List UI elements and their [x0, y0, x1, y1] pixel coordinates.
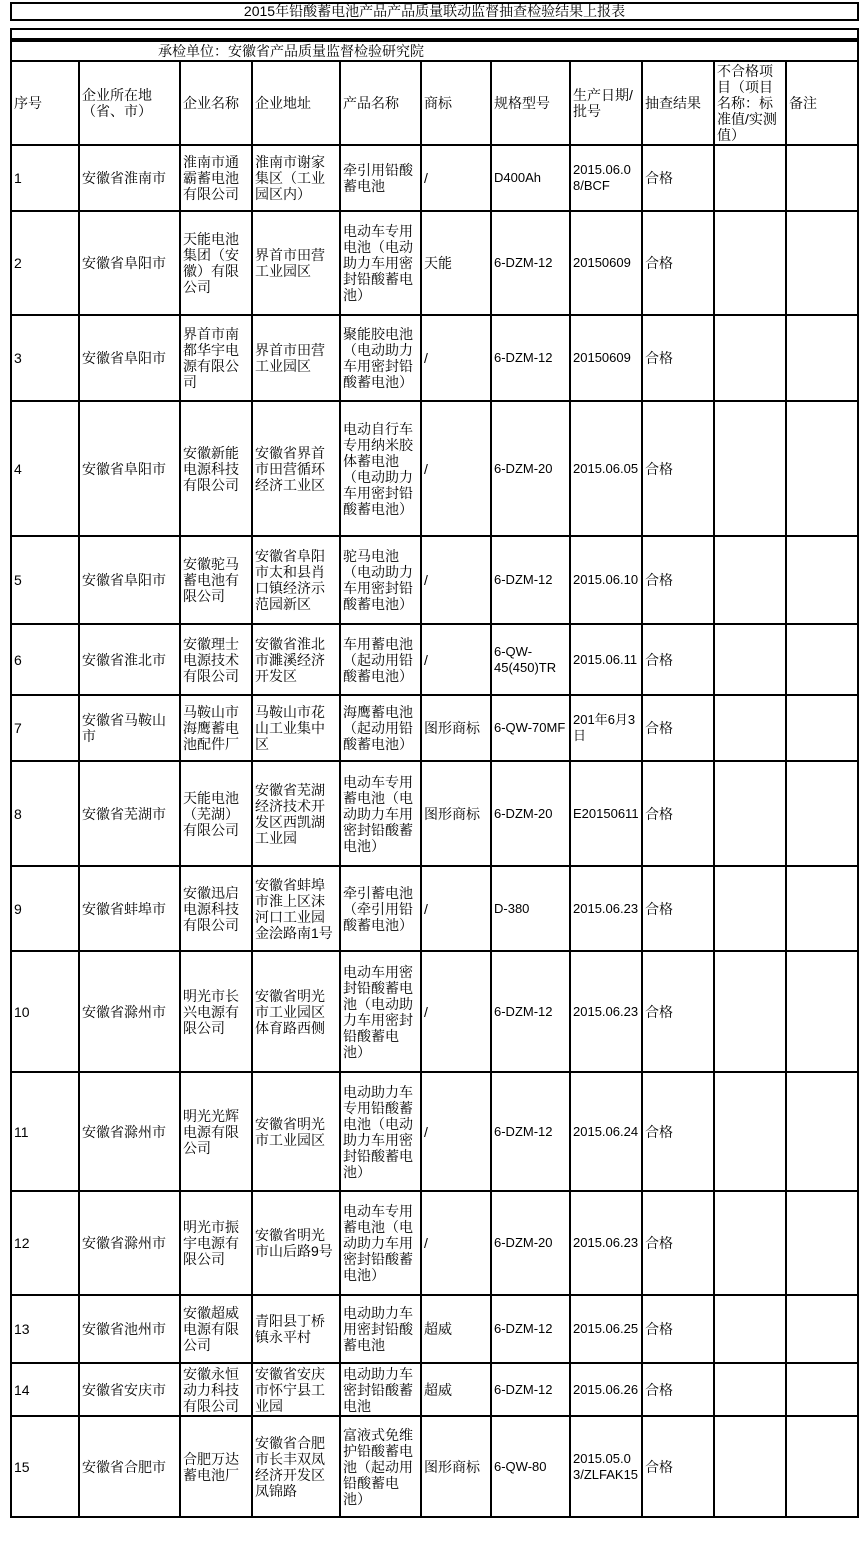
row-gap	[10, 21, 859, 28]
cell-model: 6-DZM-12	[491, 1295, 570, 1363]
cell-address: 安徽省蚌埠市淮上区沫河口工业园金浍路南1号	[252, 866, 340, 951]
cell-company: 安徽理士电源技术有限公司	[180, 624, 252, 695]
cell-location: 安徽省阜阳市	[79, 401, 180, 536]
cell-location: 安徽省阜阳市	[79, 211, 180, 315]
cell-address: 青阳县丁桥镇永平村	[252, 1295, 340, 1363]
cell-address: 安徽省明光市工业园区	[252, 1072, 340, 1191]
cell-location: 安徽省滁州市	[79, 1072, 180, 1191]
cell-remark	[786, 315, 858, 401]
cell-company: 天能电池（芜湖）有限公司	[180, 761, 252, 866]
cell-model: 6-DZM-20	[491, 1191, 570, 1295]
cell-product: 聚能胶电池（电动助力车用密封铅酸蓄电池）	[340, 315, 421, 401]
table-row	[11, 536, 858, 624]
cell-remark	[786, 1072, 858, 1191]
cell-model: 6-DZM-12	[491, 536, 570, 624]
cell-no: 3	[11, 315, 79, 401]
column-header-product: 产品名称	[340, 61, 421, 145]
cell-date: 2015.06.25	[570, 1295, 642, 1363]
cell-company: 安徽超威电源有限公司	[180, 1295, 252, 1363]
cell-location: 安徽省淮北市	[79, 624, 180, 695]
cell-address: 安徽省安庆市怀宁县工业园	[252, 1363, 340, 1416]
cell-defects	[714, 1295, 786, 1363]
cell-address: 安徽省明光市山后路9号	[252, 1191, 340, 1295]
cell-defects	[714, 401, 786, 536]
cell-model: 6-DZM-12	[491, 1072, 570, 1191]
cell-no: 14	[11, 1363, 79, 1416]
cell-result: 合格	[642, 536, 714, 624]
empty-row	[10, 28, 859, 40]
cell-location: 安徽省滁州市	[79, 951, 180, 1072]
cell-brand: 图形商标	[421, 695, 491, 761]
cell-date: 2015.06.24	[570, 1072, 642, 1191]
cell-address: 安徽省合肥市长丰双凤经济开发区凤锦路	[252, 1416, 340, 1517]
cell-result: 合格	[642, 145, 714, 211]
cell-remark	[786, 695, 858, 761]
cell-no: 8	[11, 761, 79, 866]
cell-no: 10	[11, 951, 79, 1072]
inspection-unit-row	[11, 41, 858, 61]
table-row	[11, 401, 858, 536]
cell-date: 2015.06.23	[570, 866, 642, 951]
cell-remark	[786, 401, 858, 536]
cell-result: 合格	[642, 1363, 714, 1416]
cell-date: 2015.06.10	[570, 536, 642, 624]
cell-company: 明光市振宇电源有限公司	[180, 1191, 252, 1295]
cell-address: 马鞍山市花山工业集中区	[252, 695, 340, 761]
table-row	[11, 1363, 858, 1416]
cell-result: 合格	[642, 866, 714, 951]
table-row	[11, 145, 858, 211]
cell-remark	[786, 624, 858, 695]
cell-date: E20150611	[570, 761, 642, 866]
cell-defects	[714, 866, 786, 951]
cell-location: 安徽省淮南市	[79, 145, 180, 211]
cell-defects	[714, 624, 786, 695]
cell-product: 驼马电池（电动助力车用密封铅酸蓄电池）	[340, 536, 421, 624]
cell-defects	[714, 536, 786, 624]
cell-location: 安徽省滁州市	[79, 1191, 180, 1295]
table-row	[11, 315, 858, 401]
cell-location: 安徽省安庆市	[79, 1363, 180, 1416]
column-header-date: 生产日期/批号	[570, 61, 642, 145]
cell-company: 界首市南都华宇电源有限公司	[180, 315, 252, 401]
cell-address: 界首市田营工业园区	[252, 211, 340, 315]
column-header-remark: 备注	[786, 61, 858, 145]
cell-model: 6-DZM-12	[491, 951, 570, 1072]
cell-location: 安徽省蚌埠市	[79, 866, 180, 951]
cell-address: 淮南市谢家集区（工业园区内）	[252, 145, 340, 211]
cell-product: 牵引蓄电池（牵引用铅酸蓄电池）	[340, 866, 421, 951]
cell-model: 6-QW-70MF	[491, 695, 570, 761]
cell-no: 9	[11, 866, 79, 951]
cell-remark	[786, 761, 858, 866]
cell-no: 6	[11, 624, 79, 695]
cell-date: 2015.06.05	[570, 401, 642, 536]
cell-model: 6-DZM-20	[491, 401, 570, 536]
cell-brand: /	[421, 1191, 491, 1295]
cell-result: 合格	[642, 1416, 714, 1517]
cell-remark	[786, 1363, 858, 1416]
cell-address: 安徽省界首市田营循环经济工业区	[252, 401, 340, 536]
cell-product: 海鹰蓄电池（起动用铅酸蓄电池）	[340, 695, 421, 761]
cell-defects	[714, 211, 786, 315]
column-header-company: 企业名称	[180, 61, 252, 145]
cell-brand: /	[421, 536, 491, 624]
cell-address: 界首市田营工业园区	[252, 315, 340, 401]
cell-result: 合格	[642, 1191, 714, 1295]
cell-location: 安徽省马鞍山市	[79, 695, 180, 761]
cell-brand: 图形商标	[421, 761, 491, 866]
cell-model: 6-QW-80	[491, 1416, 570, 1517]
cell-result: 合格	[642, 1072, 714, 1191]
column-header-brand: 商标	[421, 61, 491, 145]
cell-brand: /	[421, 1072, 491, 1191]
cell-result: 合格	[642, 211, 714, 315]
cell-remark	[786, 1191, 858, 1295]
table-row	[11, 1295, 858, 1363]
cell-model: D400Ah	[491, 145, 570, 211]
cell-company: 安徽迅启电源科技有限公司	[180, 866, 252, 951]
table-row	[11, 761, 858, 866]
cell-no: 13	[11, 1295, 79, 1363]
cell-no: 5	[11, 536, 79, 624]
cell-brand: 超威	[421, 1295, 491, 1363]
cell-date: 20150609	[570, 315, 642, 401]
cell-brand: /	[421, 951, 491, 1072]
cell-location: 安徽省阜阳市	[79, 315, 180, 401]
cell-date: 2015.06.11	[570, 624, 642, 695]
cell-defects	[714, 1363, 786, 1416]
column-header-location: 企业所在地（省、市）	[79, 61, 180, 145]
cell-no: 4	[11, 401, 79, 536]
cell-defects	[714, 1072, 786, 1191]
cell-remark	[786, 536, 858, 624]
cell-product: 电动车专用蓄电池（电动助力车用密封铅酸蓄电池）	[340, 1191, 421, 1295]
cell-no: 7	[11, 695, 79, 761]
cell-date: 2015.06.08/BCF	[570, 145, 642, 211]
cell-address: 安徽省明光市工业园区体育路西侧	[252, 951, 340, 1072]
inspection-results-table	[10, 40, 859, 1518]
cell-defects	[714, 1416, 786, 1517]
cell-result: 合格	[642, 761, 714, 866]
cell-no: 15	[11, 1416, 79, 1517]
cell-product: 牵引用铅酸蓄电池	[340, 145, 421, 211]
cell-product: 电动车专用电池（电动助力车用密封铅酸蓄电池）	[340, 211, 421, 315]
cell-company: 天能电池集团（安徽）有限公司	[180, 211, 252, 315]
cell-brand: /	[421, 624, 491, 695]
cell-remark	[786, 145, 858, 211]
cell-remark	[786, 866, 858, 951]
cell-date: 20150609	[570, 211, 642, 315]
cell-product: 电动自行车专用纳米胶体蓄电池（电动助力车用密封铅酸蓄电池）	[340, 401, 421, 536]
column-header-no: 序号	[11, 61, 79, 145]
page-title: 2015年铅酸蓄电池产品产品质量联动监督抽查检验结果上报表	[243, 3, 626, 19]
report-title-row	[10, 2, 859, 21]
cell-company: 安徽驼马蓄电池有限公司	[180, 536, 252, 624]
column-header-model: 规格型号	[491, 61, 570, 145]
cell-result: 合格	[642, 401, 714, 536]
report-sheet	[10, 2, 859, 1518]
table-row	[11, 1416, 858, 1517]
cell-company: 安徽永恒动力科技有限公司	[180, 1363, 252, 1416]
table-row	[11, 951, 858, 1072]
inspection-unit-label: 承检单位：安徽省产品质量监督检验研究院	[11, 41, 858, 61]
column-header-defects: 不合格项目（项目名称：标准值/实测值）	[714, 61, 786, 145]
table-row	[11, 624, 858, 695]
cell-company: 明光市长兴电源有限公司	[180, 951, 252, 1072]
cell-remark	[786, 211, 858, 315]
cell-brand: /	[421, 145, 491, 211]
cell-date: 2015.05.03/ZLFAK15	[570, 1416, 642, 1517]
cell-result: 合格	[642, 315, 714, 401]
cell-defects	[714, 695, 786, 761]
cell-defects	[714, 761, 786, 866]
column-header-address: 企业地址	[252, 61, 340, 145]
cell-date: 2015.06.23	[570, 1191, 642, 1295]
cell-date: 201年6月3日	[570, 695, 642, 761]
cell-product: 电动助力车密封铅酸蓄电池	[340, 1363, 421, 1416]
cell-no: 11	[11, 1072, 79, 1191]
cell-brand: 图形商标	[421, 1416, 491, 1517]
cell-model: 6-QW-45(450)TR	[491, 624, 570, 695]
table-row	[11, 211, 858, 315]
cell-defects	[714, 1191, 786, 1295]
cell-brand: /	[421, 866, 491, 951]
cell-date: 2015.06.23	[570, 951, 642, 1072]
cell-model: 6-DZM-12	[491, 315, 570, 401]
table-row	[11, 1191, 858, 1295]
cell-model: 6-DZM-12	[491, 1363, 570, 1416]
cell-defects	[714, 315, 786, 401]
cell-defects	[714, 145, 786, 211]
cell-model: 6-DZM-20	[491, 761, 570, 866]
cell-result: 合格	[642, 695, 714, 761]
cell-address: 安徽省阜阳市太和县肖口镇经济示范园新区	[252, 536, 340, 624]
cell-remark	[786, 1295, 858, 1363]
cell-defects	[714, 951, 786, 1072]
cell-company: 淮南市通霸蓄电池有限公司	[180, 145, 252, 211]
cell-result: 合格	[642, 624, 714, 695]
cell-brand: 天能	[421, 211, 491, 315]
cell-product: 车用蓄电池（起动用铅酸蓄电池）	[340, 624, 421, 695]
cell-model: D-380	[491, 866, 570, 951]
cell-product: 富液式免维护铅酸蓄电池（起动用铅酸蓄电池）	[340, 1416, 421, 1517]
cell-company: 安徽新能电源科技有限公司	[180, 401, 252, 536]
cell-product: 电动车用密封铅酸蓄电池（电动助力车用密封铅酸蓄电池）	[340, 951, 421, 1072]
cell-remark	[786, 951, 858, 1072]
cell-date: 2015.06.26	[570, 1363, 642, 1416]
cell-brand: /	[421, 401, 491, 536]
table-row	[11, 1072, 858, 1191]
cell-location: 安徽省合肥市	[79, 1416, 180, 1517]
cell-location: 安徽省阜阳市	[79, 536, 180, 624]
cell-product: 电动助力车用密封铅酸蓄电池	[340, 1295, 421, 1363]
cell-no: 2	[11, 211, 79, 315]
cell-model: 6-DZM-12	[491, 211, 570, 315]
cell-no: 12	[11, 1191, 79, 1295]
cell-result: 合格	[642, 951, 714, 1072]
cell-no: 1	[11, 145, 79, 211]
cell-location: 安徽省池州市	[79, 1295, 180, 1363]
table-row	[11, 866, 858, 951]
cell-remark	[786, 1416, 858, 1517]
cell-product: 电动助力车专用铅酸蓄电池（电动助力车用密封铅酸蓄电池）	[340, 1072, 421, 1191]
cell-location: 安徽省芜湖市	[79, 761, 180, 866]
cell-company: 明光光辉电源有限公司	[180, 1072, 252, 1191]
cell-address: 安徽省芜湖经济技术开发区西凯湖工业园	[252, 761, 340, 866]
cell-result: 合格	[642, 1295, 714, 1363]
column-header-result: 抽查结果	[642, 61, 714, 145]
table-header-row	[11, 61, 858, 145]
table-row	[11, 695, 858, 761]
cell-company: 合肥万达蓄电池厂	[180, 1416, 252, 1517]
cell-brand: /	[421, 315, 491, 401]
cell-product: 电动车专用蓄电池（电动助力车用密封铅酸蓄电池）	[340, 761, 421, 866]
cell-company: 马鞍山市海鹰蓄电池配件厂	[180, 695, 252, 761]
cell-address: 安徽省淮北市濉溪经济开发区	[252, 624, 340, 695]
cell-brand: 超威	[421, 1363, 491, 1416]
